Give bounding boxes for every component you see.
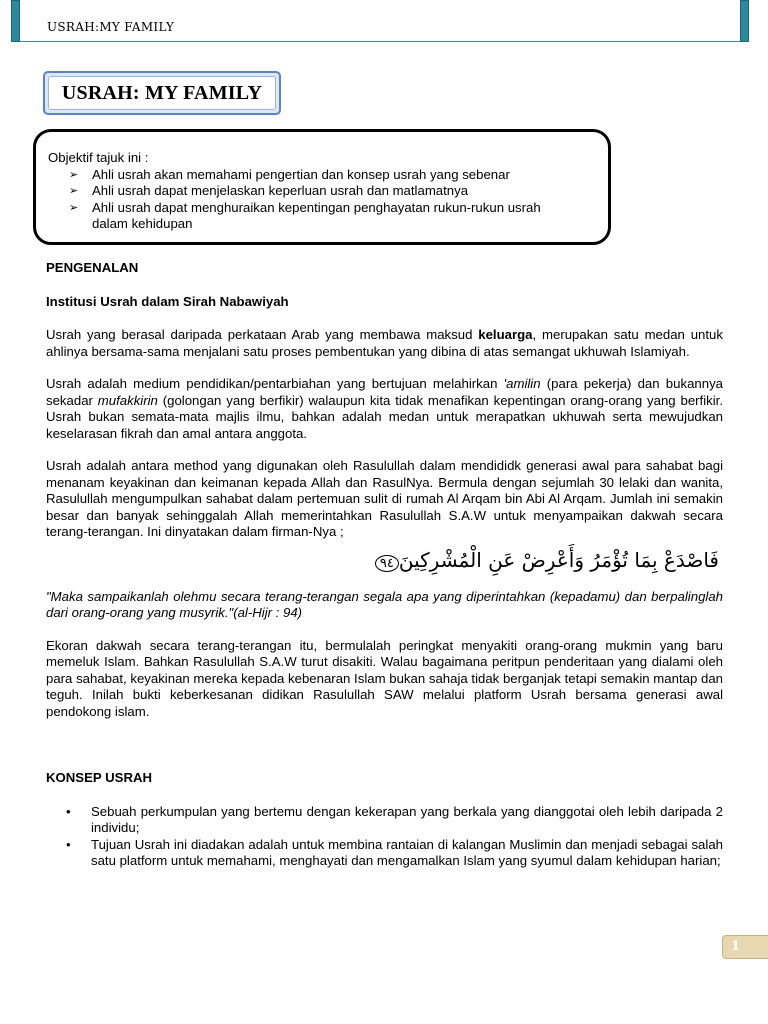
ayah-number-marker: ٩٤ — [375, 555, 399, 572]
arrow-bullet-icon: ➢ — [69, 201, 79, 214]
header-rule — [20, 41, 740, 42]
objectives-box — [33, 129, 611, 245]
objective-item: ➢ Ahli usrah dapat menjelaskan keperluan usrah dan matlamatnya — [69, 183, 469, 198]
list-item: • Sebuah perkumpulan yang bertemu dengan kekerapan yang berkala yang dianggotai oleh lebih daripada 2 individu; — [66, 803, 723, 835]
running-header: USRAH:MY FAMILY — [47, 20, 175, 34]
main-content — [46, 260, 723, 870]
bullet-icon: • — [66, 836, 71, 852]
paragraph-4: Ekoran dakwah secara terang-terangan itu, bermulalah peringkat menyakiti orang-orang mukmin yang baru memeluk Islam. Bahkan Rasulullah S.A.W turut disakiti. Walau bagaimana peritpun penderitaan yang dialami oleh para sahabat, keyakinan mereka kepada kebenaran Islam bukan sahaja tidak berganjak tetapi semakin mantap dan teguh. Inilah bukti keberkesanan didikan Rasulullah SAW melalui platform Usrah bersama generasi awal pendokong islam. — [46, 637, 723, 719]
page-number: 1 — [722, 935, 768, 959]
subheading-institusi: Institusi Usrah dalam Sirah Nabawiyah — [46, 293, 289, 309]
title-box — [43, 71, 281, 115]
section-heading-konsep: KONSEP USRAH — [46, 770, 153, 785]
page-title: USRAH: MY FAMILY — [48, 76, 276, 110]
header-accent-right — [740, 0, 749, 42]
konsep-list — [46, 804, 723, 870]
arrow-bullet-icon: ➢ — [69, 185, 79, 197]
verse-translation: "Maka sampaikanlah olehmu secara terang-terangan segala apa yang diperintahkan (kepadamu) dan berpalinglah dari orang-orang yang musyrik."(al-Hijr : 94) — [46, 588, 723, 620]
objective-item: ➢ Ahli usrah dapat menghuraikan kepentingan penghayatan rukun-rukun usrah dalam kehidupan — [69, 199, 541, 231]
paragraph-1: Usrah yang berasal daripada perkataan Arab yang membawa maksud keluarga, merupakan satu medan untuk ahlinya bersama-sama menjalani satu proses pembentukan yang dibina di atas semangat ukhuwah Islamiyah. — [46, 327, 723, 359]
arrow-bullet-icon: ➢ — [69, 168, 79, 181]
paragraph-3: Usrah adalah antara method yang digunakan oleh Rasulullah dalam mendididk generasi awal para sahabat bagi menanam keyakinan dan keimanan kepada Allah dan RasulNya. Bermula dengan sejumlah 30 lelaki dan wanita, Rasulullah mengumpulkan sahabat dalam pertemuan sulit di rumah Al Arqam bin Abi Al Arqam. Jumlah ini semakin besar dan banyak sehinggalah Allah memerintahkan Rasulullah S.A.W untuk menyampaikan dakwah secara terang-terangan. Ini dinyatakan dalam firman-Nya ; — [46, 458, 723, 539]
quran-verse: فَاصْدَعْ بِمَا تُؤْمَرُ وَأَعْرِضْ عَنِ الْمُشْرِكِينَ٩٤ — [46, 545, 723, 579]
objective-item: ➢ Ahli usrah akan memahami pengertian dan konsep usrah yang sebenar — [69, 166, 510, 182]
list-item: • Tujuan Usrah ini diadakan adalah untuk membina rantaian di kalangan Muslimin dan menjadi sebagai salah satu platform untuk memahami, menghayati dan mengamalkan Islam yang syumul dalam kehidupan harian; — [66, 836, 723, 868]
section-heading-pengenalan: PENGENALAN — [46, 260, 139, 275]
objectives-list — [48, 167, 608, 233]
objectives-label: Objektif tajuk ini : — [48, 150, 149, 165]
header-accent-left — [11, 0, 20, 42]
bullet-icon: • — [66, 803, 71, 819]
paragraph-2: Usrah adalah medium pendidikan/pentarbiahan yang bertujuan melahirkan 'amilin (para pekerja) dan bukannya sekadar mufakkirin (golongan yang berfikir) walaupun kita tidak menafikan kepentingan orang-orang yang berfikir. Usrah bukan semata-mata majlis ilmu, bahkan adalah medan untuk merapatkan ukhuwah serta mewujudkan keselarasan fikrah dan amal antara anggota. — [46, 376, 723, 441]
